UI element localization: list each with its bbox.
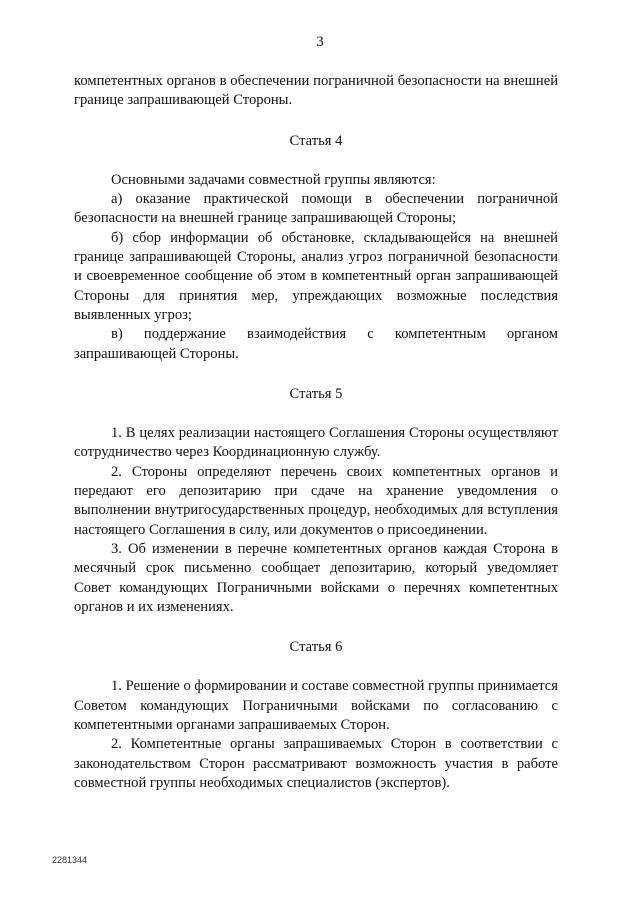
article-paragraph: Основными задачами совместной группы являются: — [111, 171, 436, 188]
article-paragraph: б) сбор информации об обстановке, складывающейся на внешней границе запрашивающей Стороны, анализ угроз пограничной безопасности и своевременное сообщение об этом в компетентный орган запрашивающей Стороны для принятия мер, упреждающих возможные последствия выявленных угроз; — [74, 229, 558, 323]
article-paragraph: 1. В целях реализации настоящего Соглашения Стороны осуществляют сотрудничество через Координационную службу. — [74, 425, 558, 461]
article-paragraph: 2. Компетентные органы запрашиваемых Сторон в соответствии с законодательством Сторон рассматривают возможность участия в работе совместной группы необходимых специалистов (экспертов). — [74, 736, 558, 791]
article-heading: Статья 4 — [289, 132, 343, 149]
article-paragraph: в) поддержание взаимодействия с компетентным органом запрашивающей Стороны. — [74, 326, 558, 362]
article-paragraph: 2. Стороны определяют перечень своих компетентных органов и передают его депозитарию при сдаче на хранение уведомления о выполнении внутригосударственных процедур, необходимых для вступления настоящего Соглашения в силу, или документов о присоединении. — [74, 463, 558, 538]
article-paragraph: а) оказание практической помощи в обеспечении пограничной безопасности на внешней границе запрашивающей Стороны; — [74, 191, 558, 227]
article-heading: Статья 6 — [289, 639, 343, 656]
article-4 — [74, 132, 558, 364]
article-heading: Статья 5 — [289, 385, 343, 402]
document-code: 2281344 — [52, 855, 88, 865]
article-paragraph: 3. Об изменении в перечне компетентных органов каждая Сторона в месячный срок письменно сообщает депозитарию, который уведомляет Совет командующих Пограничными войсками о перечнях компетентных органов и их изменениях. — [74, 540, 558, 615]
page-number: 3 — [316, 34, 324, 50]
intro-paragraph: компетентных органов в обеспечении пограничной безопасности на внешней границе запрашивающей Стороны. — [74, 73, 558, 109]
article-5 — [74, 385, 558, 617]
article-paragraph: 1. Решение о формировании и составе совместной группы принимается Советом командующих Пограничными войсками по согласованию с компетентными органами запрашиваемых Сторон. — [74, 678, 558, 734]
document-body — [74, 72, 558, 793]
article-6 — [74, 638, 558, 793]
